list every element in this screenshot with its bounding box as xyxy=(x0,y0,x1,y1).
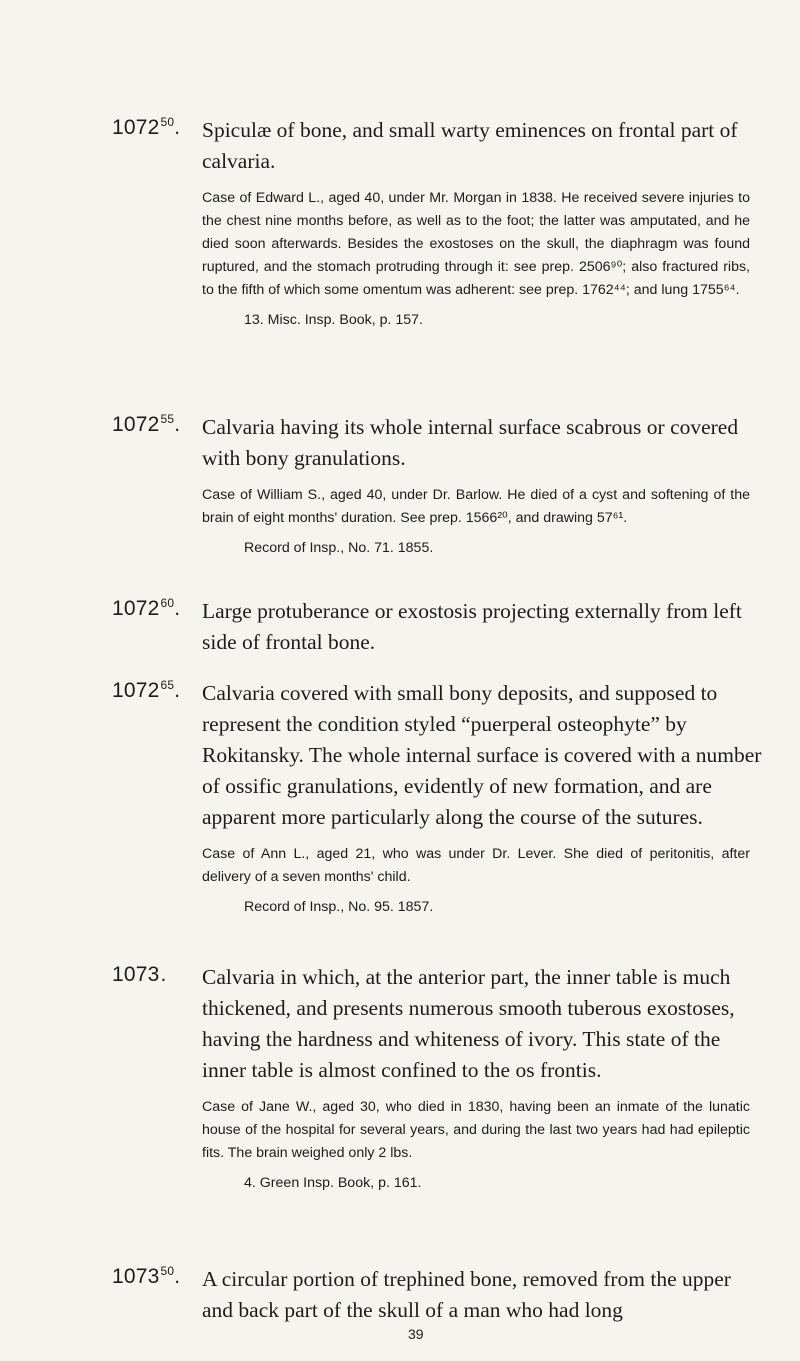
entry-title: Calvaria in which, at the anterior part, the inner table is much thickened, and presents numerous smooth tuberous exostoses, having the hardness and whiteness of ivory. This state of the inner table is almost confined to the os frontis. xyxy=(202,965,735,1082)
entry-1072-50 xyxy=(0,115,800,330)
page-number: 39 xyxy=(408,1326,424,1342)
entry-1072-60 xyxy=(0,596,800,658)
entry-number: 1072$^{60}$. xyxy=(112,596,181,620)
reference: 4. Green Insp. Book, p. 161. xyxy=(244,1175,422,1191)
entry-title: A circular portion of trephined bone, removed from the upper and back part of the skull of a man who had long xyxy=(202,1267,731,1322)
entry-title: Large protuberance or exostosis projecting externally from left side of frontal bone. xyxy=(202,599,742,654)
entry-1072-65 xyxy=(0,678,800,917)
entry-number: 1072$^{55}$. xyxy=(112,412,181,436)
entry-number: 1073. xyxy=(112,963,167,986)
entry-number: 1072$^{65}$. xyxy=(112,678,181,702)
entry-title: Spiculæ of bone, and small warty eminences on frontal part of calvaria. xyxy=(202,118,738,173)
reference: Record of Insp., No. 71. 1855. xyxy=(244,540,434,556)
entry-1073-50 xyxy=(0,1264,800,1326)
case-notes: Case of Ann L., aged 21, who was under Dr. Lever. She died of peritonitis, after delivery of a seven months' child. xyxy=(202,846,750,885)
case-notes: Case of Edward L., aged 40, under Mr. Morgan in 1838. He received severe injuries to the chest nine months before, as well as to the foot; the latter was amputated, and he died soon afterwards. Besides the exostoses on the skull, the diaphragm was found ruptured, and the stomach protruding through it: see prep. 2506⁹⁰; also fractured ribs, to the fifth of which some omentum was adherent: see prep. 1762⁴⁴; and lung 1755⁶⁴. xyxy=(202,190,750,298)
case-notes: Case of Jane W., aged 30, who died in 1830, having been an inmate of the lunatic house of the hospital for several years, and during the last two years had had epileptic fits. The brain weighed only 2 lbs. xyxy=(202,1099,750,1161)
entry-1072-55 xyxy=(0,412,800,558)
entry-number: 1073$^{50}$. xyxy=(112,1264,181,1288)
reference: 13. Misc. Insp. Book, p. 157. xyxy=(244,312,424,328)
entry-1073 xyxy=(0,962,800,1193)
entry-title: Calvaria covered with small bony deposits, and supposed to represent the condition styled “puerperal osteophyte” by Rokitansky. The whole internal surface is covered with a number of ossific granulations, evidently of new formation, and are apparent more particularly along the course of the sutures. xyxy=(202,681,762,829)
case-notes: Case of William S., aged 40, under Dr. Barlow. He died of a cyst and softening of the brain of eight months' duration. See prep. 1566²⁰, and drawing 57⁶¹. xyxy=(202,487,750,526)
entry-number: 1072$^{50}$. xyxy=(112,115,181,139)
entry-title: Calvaria having its whole internal surface scabrous or covered with bony granulations. xyxy=(202,415,739,470)
reference: Record of Insp., No. 95. 1857. xyxy=(244,899,434,915)
